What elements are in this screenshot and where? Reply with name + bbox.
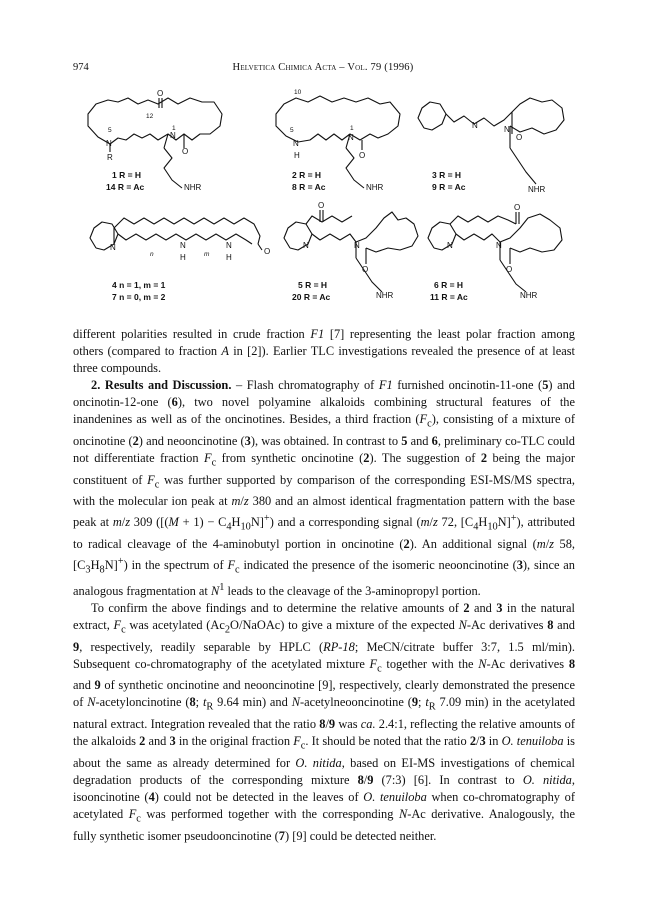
- compound-label: 2 R = H: [292, 170, 322, 180]
- page-number: 974: [73, 62, 89, 73]
- oxygen-atom: O: [359, 151, 366, 160]
- compound-label: 4 n = 1, m = 1: [112, 280, 166, 290]
- paragraph-confirmation: To confirm the above findings and to determine the relative amounts of 2 and 3 in the natural extract, $F_c$ was acetylated $(Ac_2O/NaOAc)$ to give a mixture of the expected N-Ac derivatives 8 and 9, respectively, readily separable by HPLC (RP-18; MeCN/citrate buffer 3:7, 1.5 ml/min). Subsequent co-chromatography of the acetylated mixture $F_c$ together with the N-Ac derivatives 8 and 9 of synthetic oncinotine and neooncinotine [9], respectively, clearly demonstrated the presence of N-acetyloncinotine (8; $t_R$ 9.64 min) and N-acetylneooncinotine (9; $t_R$ 7.09 min) in the acetylated natural extract. Integration revealed that the ratio 8/9 was ca. 2.4:1, reflecting the relative amounts of the alkaloids 2 and 3 in the original fraction $F_c$. It should be noted that the ratio 2/3 in O. tenuiloba is about the same as already determined for O. nitida, based on EI-MS investigations of chemical degradation products of the corresponding mixture 8/9 (7:3) [6]. In contrast to O. nitida, isooncinotine (4) could not be detected in the leaves of O. tenuiloba when co-chromatography of acetylated $F_c$ was performed together with the corresponding N-Ac derivative. Analogously, the fully synthetic isomer pseudooncinotine (7) [9] could be detected neither.: [73, 601, 576, 843]
- oxygen-atom: O: [516, 133, 523, 142]
- journal-running-title: Helvetica Chimica Acta – Vol. 79 (1996): [232, 62, 414, 73]
- nitrogen-atom: N: [303, 241, 309, 250]
- oxygen-atom: O: [318, 201, 325, 210]
- oxygen-atom: O: [264, 247, 271, 256]
- oxygen-atom: O: [182, 147, 189, 156]
- side-chain-label: NHR: [528, 185, 546, 194]
- compound-label: 3 R = H: [432, 170, 462, 180]
- nitrogen-atom: N: [110, 243, 116, 252]
- nitrogen-atom: N: [106, 139, 112, 148]
- m-subscript: m: [204, 251, 210, 258]
- nitrogen-atom: N: [496, 241, 502, 250]
- oxygen-atom: O: [506, 265, 513, 274]
- compound-label: 11 R = Ac: [430, 292, 468, 302]
- locant-1: 1: [350, 125, 354, 132]
- nitrogen-atom: N: [180, 241, 186, 250]
- locant-5: 5: [290, 127, 294, 134]
- locant-12: 12: [146, 113, 154, 120]
- paragraph-continuation: different polarities resulted in crude fraction F1 [7] representing the least polar fraction among others (compared to fraction A in [2]). Earlier TLC investigations revealed the presence of at least three compounds.: [73, 327, 575, 376]
- locant-5: 5: [108, 127, 112, 134]
- hydrogen-atom: H: [226, 253, 232, 262]
- nitrogen-atom: N: [170, 131, 176, 140]
- oxygen-atom: O: [362, 265, 369, 274]
- nitrogen-atom: N: [504, 125, 510, 134]
- structure-1-14: [88, 89, 222, 192]
- compound-label: 6 R = H: [434, 280, 464, 290]
- locant-1: 1: [172, 125, 176, 132]
- hydrogen-atom: H: [294, 151, 300, 160]
- r-group: R: [107, 153, 113, 162]
- structure-3-9: [418, 98, 564, 194]
- compound-label: 20 R = Ac: [292, 292, 331, 302]
- paragraph-results: 2. Results and Discussion. – Flash chromatography of F1 furnished oncinotin-11-one (5) and oncinotin-12-one (6), two novel polyamine alkaloids combining structural features of the inandenines as well as of the oncinotines. Besides, a third fraction $(F_c)$, consisting of a mixture of oncinotine (2) and neooncinotine (3), was obtained. In contrast to 5 and 6, preliminary co-TLC could not differentiate fraction $F_c$ from synthetic oncinotine (2). The suggestion of 2 being the major constituent of $F_c$ was further supported by comparison of the corresponding ESI-MS/MS spectra, with the molecular ion peak at m/z 380 and an almost identical fragmentation pattern with the base peak at m/z 309 $([(M + 1) - C_4H_{10}N]^+)$ and a corresponding signal (m/z 72, $[C_4H_{10}N]^+$), attributed to radical cleavage of the 4-aminobutyl portion in oncinotine (2). An additional signal (m/z 58, $[C_3H_8N]^+$) in the spectrum of $F_c$ indicated the presence of the isomeric neooncinotine (3), since an analogous fragmentation at $N^1$ leads to the cleavage of the 3-aminopropyl portion.: [73, 378, 576, 598]
- locant-10: 10: [294, 89, 302, 96]
- side-chain-label: NHR: [520, 291, 538, 300]
- article-body: [73, 326, 575, 845]
- oxygen-atom: O: [514, 203, 521, 212]
- structure-5-20: [284, 201, 418, 302]
- oxygen-atom: O: [157, 89, 164, 98]
- n-subscript: n: [150, 251, 154, 258]
- nitrogen-atom: N: [472, 121, 478, 130]
- compound-label: 9 R = Ac: [432, 182, 466, 192]
- compound-label: 14 R = Ac: [106, 182, 145, 192]
- hydrogen-atom: H: [180, 253, 186, 262]
- nitrogen-atom: N: [447, 241, 453, 250]
- structure-2-8: [276, 89, 400, 192]
- compound-label: 8 R = Ac: [292, 182, 326, 192]
- compound-label: 5 R = H: [298, 280, 328, 290]
- page-header: [73, 62, 573, 76]
- nitrogen-atom: N: [348, 133, 354, 142]
- structure-6-11: [428, 203, 562, 302]
- side-chain-label: NHR: [184, 183, 202, 192]
- compound-label: 7 n = 0, m = 2: [112, 292, 166, 302]
- structure-4-7: [90, 218, 270, 302]
- side-chain-label: NHR: [366, 183, 384, 192]
- structure-figure: [80, 88, 570, 306]
- compound-label: 1 R = H: [112, 170, 142, 180]
- side-chain-label: NHR: [376, 291, 394, 300]
- nitrogen-atom: N: [226, 241, 232, 250]
- nitrogen-atom: N: [293, 139, 299, 148]
- nitrogen-atom: N: [354, 241, 360, 250]
